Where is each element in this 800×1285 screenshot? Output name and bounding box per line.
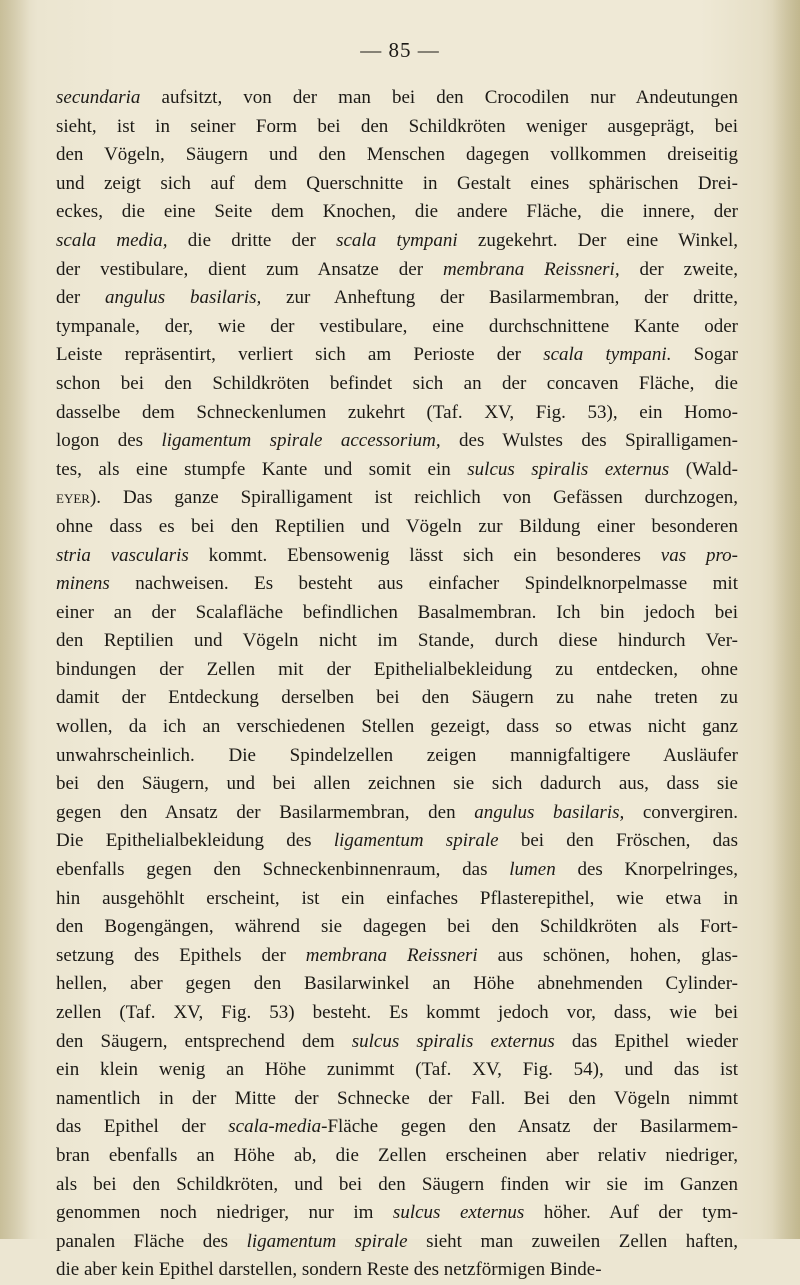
italic-term: angulus basilaris, (474, 801, 625, 823)
text-line (56, 885, 738, 914)
text-run: der vestibulare, dient zum Ansatze der (56, 258, 443, 280)
italic-term: membrana Reissneri, (442, 258, 620, 280)
italic-term: membrana Reissneri (305, 944, 478, 966)
text-line (56, 1056, 738, 1085)
italic-term: scala tympani (336, 229, 458, 251)
italic-term: scala tympani. (543, 344, 672, 366)
italic-term: stria vascularis (56, 544, 189, 566)
text-run: panalen Fläche des (56, 1230, 247, 1252)
text-line (56, 684, 738, 713)
text-run: bei den Säugern, und bei allen zeichnen sie sich dadurch aus, dass sie (56, 773, 738, 795)
text-line (56, 370, 738, 399)
text-line (56, 399, 738, 428)
text-run: des Wulstes des Spiralligamen- (440, 430, 738, 452)
text-run: der (56, 287, 106, 309)
text-run: setzung des Epithels der (56, 944, 306, 966)
text-line (56, 827, 738, 856)
text-run: ein klein wenig an Höhe zunimmt (Taf. XV, Fig. 54), und das ist (56, 1059, 738, 1081)
text-line (56, 1256, 738, 1285)
text-run: Leiste repräsentirt, verliert sich am Perioste der (56, 344, 544, 366)
page-number: — 85 — (360, 38, 440, 62)
text-run: -Fläche gegen den Ansatz der Basilarmem- (321, 1116, 738, 1138)
text-run: ohne dass es bei den Reptilien und Vögeln zur Bildung einer besonderen (56, 515, 738, 537)
text-run: sieht man zuweilen Zellen haften, (407, 1230, 738, 1252)
text-line (56, 1228, 738, 1257)
text-run: hin ausgehöhlt erscheint, ist ein einfaches Pflasterepithel, wie etwa in (56, 887, 738, 909)
text-run: (Wald- (669, 458, 738, 480)
text-run: bindungen der Zellen mit der Epithelialbekleidung zu entdecken, ohne (56, 658, 738, 680)
italic-term: ligamentum spirale (333, 830, 499, 852)
text-run: aus schönen, hohen, glas- (477, 944, 738, 966)
text-run: unwahrscheinlich. Die Spindelzellen zeigen mannigfaltigere Ausläufer (56, 744, 738, 766)
text-line (56, 1085, 738, 1114)
text-line (56, 256, 738, 285)
text-line (56, 313, 738, 342)
text-run: als bei den Schildkröten, und bei den Säugern finden wir sie im Ganzen (56, 1173, 738, 1195)
text-run: tes, als eine stumpfe Kante und somit ein (56, 458, 468, 480)
text-run: ). Das ganze Spiralligament ist reichlich von Gefässen durchzogen, (89, 487, 738, 509)
text-run: gegen den Ansatz der Basilarmembran, den (56, 801, 475, 823)
italic-term: ligamentum spirale (246, 1230, 408, 1252)
text-run: den Reptilien und Vögeln nicht im Stande, durch diese hindurch Ver- (56, 630, 738, 652)
text-run: die dritte der (167, 229, 337, 251)
text-line (56, 713, 738, 742)
text-run: das Epithel der (56, 1116, 229, 1138)
text-line (56, 656, 738, 685)
italic-term: sulcus spiralis externus (467, 458, 670, 480)
italic-term: secundaria (56, 87, 141, 108)
text-run: eckes, die eine Seite dem Knochen, die andere Fläche, die innere, der (56, 201, 738, 223)
text-run: den Säugern, entsprechend dem (56, 1030, 352, 1052)
italic-term: ligamentum spirale accessorium, (161, 430, 441, 452)
text-line (56, 84, 738, 113)
text-line (56, 856, 738, 885)
text-run: den Bogengängen, während sie dagegen bei den Schildkröten als Fort- (56, 916, 738, 938)
text-line (56, 570, 738, 599)
text-line (56, 341, 738, 370)
text-line (56, 1142, 738, 1171)
text-line (56, 770, 738, 799)
text-line (56, 198, 738, 227)
text-run: eyer (56, 487, 90, 509)
text-line (56, 456, 738, 485)
text-run: des Knorpelringes, (555, 859, 738, 881)
text-run: zur Anheftung der Basilarmembran, der dritte, (261, 287, 738, 309)
text-run: und zeigt sich auf dem Querschnitte in Gestalt eines sphärischen Drei- (56, 172, 738, 194)
text-run: wollen, da ich an verschiedenen Stellen gezeigt, dass so etwas nicht ganz (56, 716, 738, 738)
text-run: genommen noch niedriger, nur im (56, 1202, 393, 1224)
text-line (56, 1028, 738, 1057)
text-run: logon des (56, 430, 162, 452)
text-run: nachweisen. Es besteht aus einfacher Spindelknorpelmasse mit (109, 573, 738, 595)
text-line (56, 227, 738, 256)
text-run: höher. Auf der tym- (524, 1202, 739, 1224)
italic-term: vas pro- (660, 544, 738, 566)
text-line (56, 1113, 738, 1142)
text-line (56, 1199, 738, 1228)
text-line (56, 913, 738, 942)
text-line (56, 1171, 738, 1200)
page-shadow-left (0, 0, 30, 1239)
text-line (56, 970, 738, 999)
text-line (56, 284, 738, 313)
text-run: der zweite, (619, 258, 739, 280)
text-run: den Vögeln, Säugern und den Menschen dagegen vollkommen dreiseitig (56, 144, 738, 166)
text-line (56, 513, 738, 542)
body-text (56, 84, 738, 1285)
text-run: hellen, aber gegen den Basilarwinkel an Höhe abnehmenden Cylinder- (56, 973, 738, 995)
text-line (56, 170, 738, 199)
text-line (56, 599, 738, 628)
text-run: kommt. Ebensowenig lässt sich ein besonderes (188, 544, 661, 566)
text-run: aufsitzt, von der man bei den Crocodilen nur Andeutungen (140, 87, 738, 108)
text-line (56, 427, 738, 456)
italic-term: scala media, (56, 229, 168, 251)
text-line (56, 799, 738, 828)
text-run: damit der Entdeckung derselben bei den Säugern zu nahe treten zu (56, 687, 738, 709)
text-line (56, 942, 738, 971)
text-run: zugekehrt. Der eine Winkel, (457, 229, 738, 251)
text-line (56, 141, 738, 170)
text-run: convergiren. (624, 801, 738, 823)
italic-term: angulus basilaris, (105, 287, 262, 309)
text-run: ebenfalls gegen den Schneckenbinnenraum, das (56, 859, 510, 881)
text-run: einer an der Scalafläche befindlichen Basalmembran. Ich bin jedoch bei (56, 601, 738, 623)
text-line (56, 484, 738, 513)
text-run: schon bei den Schildkröten befindet sich an der concaven Fläche, die (56, 372, 738, 394)
text-line (56, 742, 738, 771)
text-run: tympanale, der, wie der vestibulare, eine durchschnittene Kante oder (56, 315, 738, 337)
text-run: Sogar (671, 344, 738, 366)
italic-term: lumen (509, 859, 556, 881)
text-run: zellen (Taf. XV, Fig. 53) besteht. Es kommt jedoch vor, dass, wie bei (56, 1002, 738, 1023)
text-line (56, 542, 738, 571)
text-run: das Epithel wieder (554, 1030, 738, 1052)
text-run: sieht, ist in seiner Form bei den Schildkröten weniger ausgeprägt, bei (56, 115, 738, 137)
italic-term: minens (56, 573, 110, 595)
text-run: bei den Fröschen, das (498, 830, 738, 852)
text-line (56, 627, 738, 656)
text-run: Die Epithelialbekleidung des (56, 830, 334, 852)
text-line (56, 113, 738, 142)
text-run: bran ebenfalls an Höhe ab, die Zellen erscheinen aber relativ niedriger, (56, 1144, 738, 1166)
text-run: dasselbe dem Schneckenlumen zukehrt (Taf. XV, Fig. 53), ein Homo- (56, 401, 738, 423)
italic-term: scala-media (228, 1116, 322, 1138)
italic-term: sulcus externus (392, 1202, 525, 1224)
page-shadow-right (772, 0, 800, 1239)
text-line (56, 999, 738, 1028)
text-run: namentlich in der Mitte der Schnecke der Fall. Bei den Vögeln nimmt (56, 1087, 738, 1109)
text-run: die aber kein Epithel darstellen, sondern Reste des netzförmigen Binde- (56, 1259, 602, 1281)
italic-term: sulcus spiralis externus (351, 1030, 555, 1052)
